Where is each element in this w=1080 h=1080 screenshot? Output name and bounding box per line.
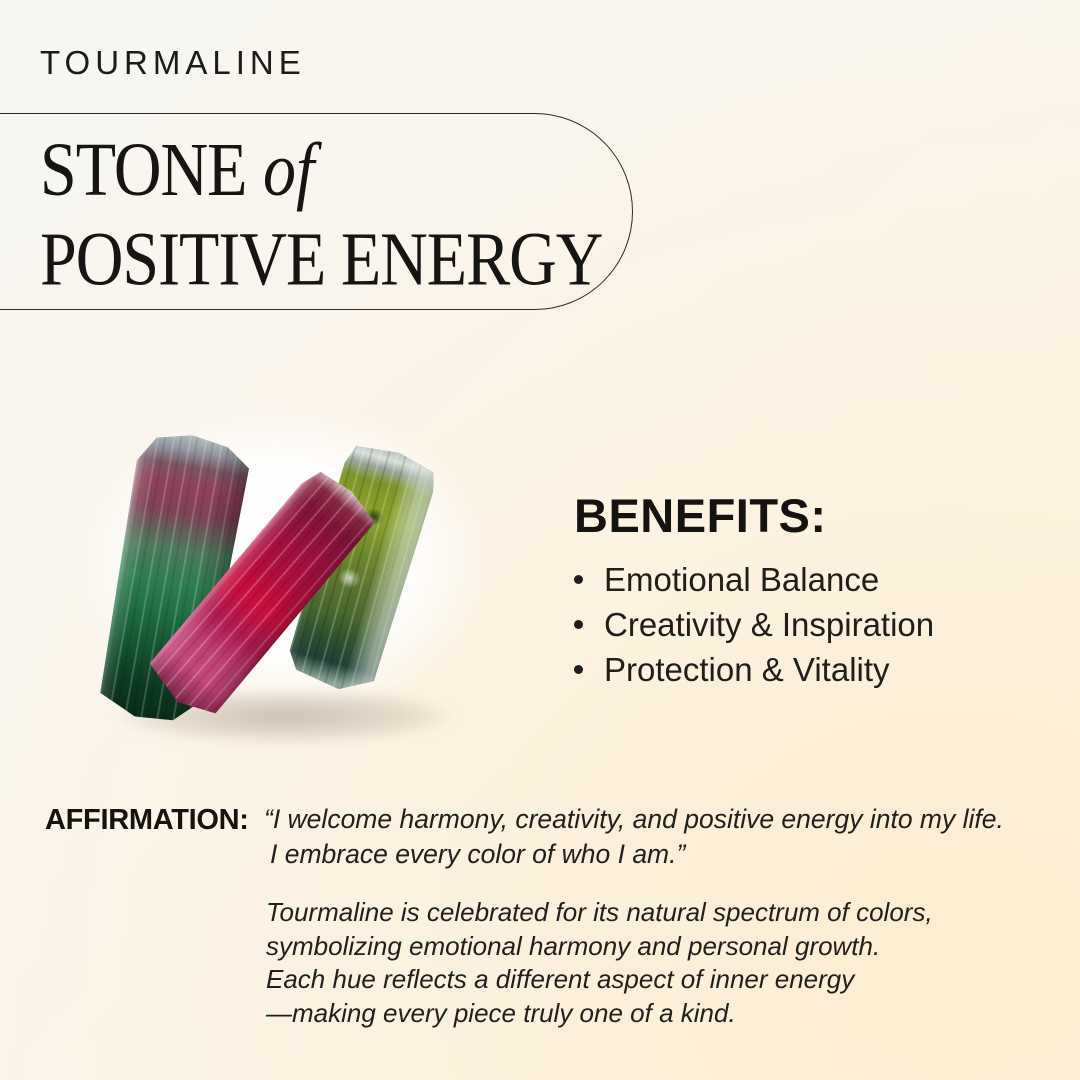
description-line: Each hue reflects a different aspect of inner energy [266, 964, 855, 994]
page-title [40, 126, 602, 305]
affirmation-quote [264, 802, 1004, 872]
benefits-section [570, 488, 934, 692]
title-line-1: STONE of [40, 128, 315, 213]
benefit-label: Creativity & Inspiration [604, 606, 935, 643]
description-line: symbolizing emotional harmony and personal growth. [266, 930, 881, 961]
benefits-heading: BENEFITS: [574, 489, 827, 542]
bullet-dot-icon [574, 575, 583, 584]
title-line-2: POSITIVE ENERGY [40, 218, 603, 302]
description-line: —making every piece truly one of a kind. [266, 997, 736, 1028]
eyebrow-label: TOURMALINE [40, 44, 306, 81]
benefit-label: Emotional Balance [604, 561, 880, 598]
description-paragraph [266, 896, 933, 1030]
crystal-photo [75, 402, 505, 762]
bullet-dot-icon [574, 665, 583, 674]
quote-line: “I welcome harmony, creativity, and positive energy into my life. [264, 804, 1004, 834]
affirmation-label: AFFIRMATION: [45, 804, 249, 836]
bullet-dot-icon [574, 620, 583, 629]
list-item [570, 602, 934, 647]
list-item [570, 647, 934, 692]
title-of-word: of [246, 128, 315, 213]
description-line: Tourmaline is celebrated for its natural spectrum of colors, [266, 897, 933, 927]
benefit-label: Protection & Vitality [604, 651, 890, 688]
quote-line: I embrace every color of who I am.” [270, 839, 686, 869]
list-item [570, 557, 934, 602]
